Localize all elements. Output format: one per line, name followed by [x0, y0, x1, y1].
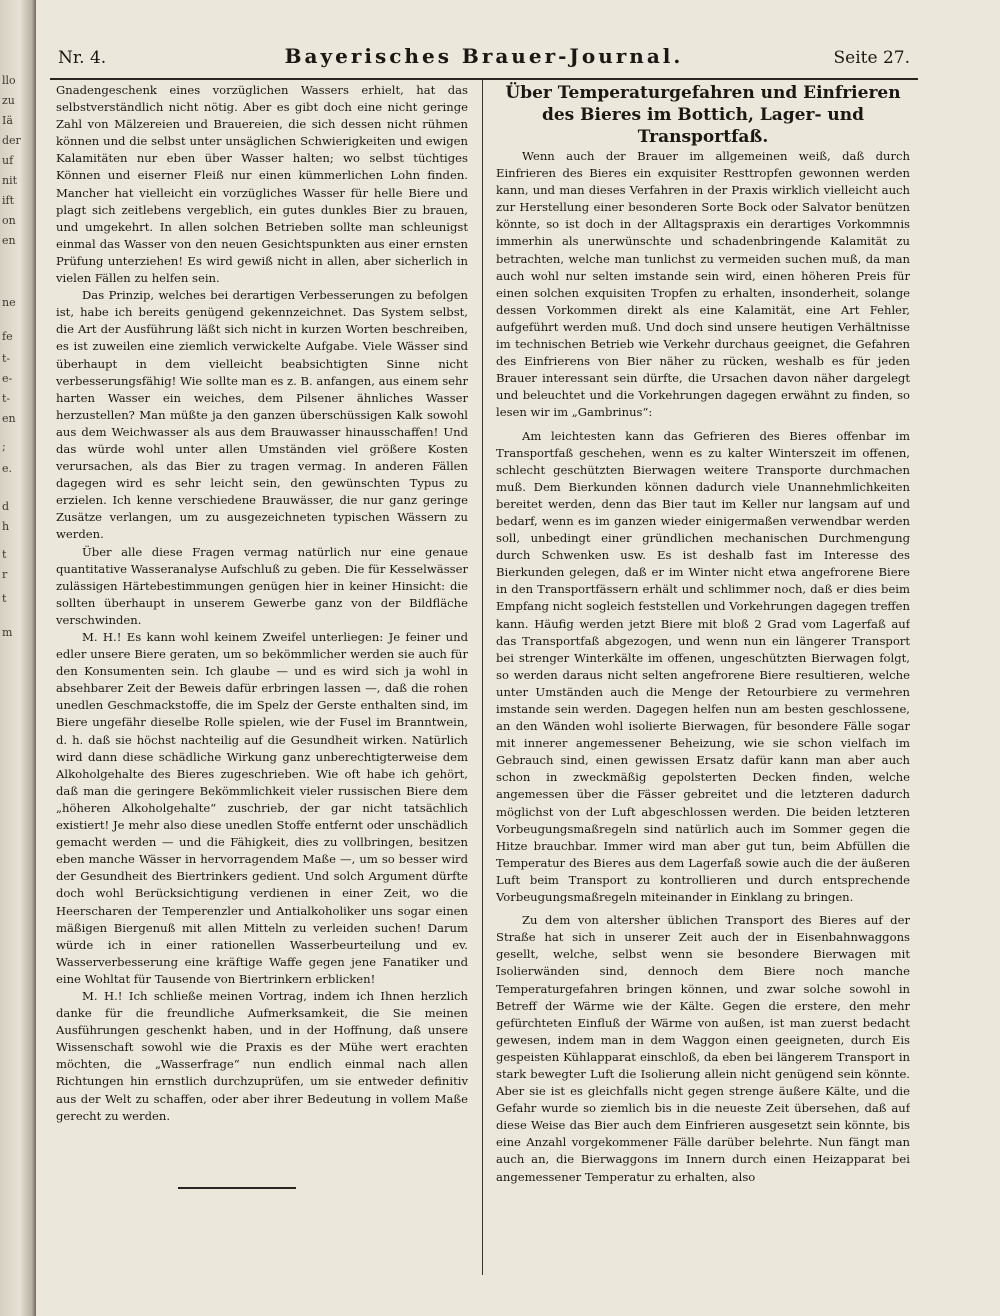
issue-number: Nr. 4. [58, 48, 107, 68]
gutter-fragment: der [2, 134, 21, 147]
paragraph: Gnadengeschenk eines vorzüglichen Wassers erhielt, hat das selbstverständlich nicht nötig. Aber es gibt doch eine nicht geringe Zahl von Mälzereien und Brauereien, die sich dessen nicht rühmen können und die selbst unter unsäglichen Schwierigkeiten und ewigen Kalamitäten nur eben über Wasser halten; wo selbst tüchtiges Können und eiserner Fleiß nur einen kümmerlichen Lohn finden. Mancher hat vielleicht ein vorzügliches Wasser für helle Biere und plagt sich zeitlebens vergeblich, ein gutes dunkles Bier zu brauen, und umgekehrt. In allen solchen Betrieben sollte man schleunigst einmal das Wasser von den neuen Gesichtspunkten aus einer ernsten Prüfung unterziehen! Es wird gewiß nicht in allen, aber sicherlich in vielen Fällen zu helfen sein. [56, 83, 468, 286]
right-column [496, 82, 910, 1280]
gutter-fragment: ne [2, 296, 16, 309]
gutter-fragment: t- [2, 392, 11, 405]
gutter-fragment: d [2, 500, 10, 513]
gutter-fragment: zu [2, 94, 15, 107]
gutter-fragment: uf [2, 154, 14, 167]
gutter-fragment: fe [2, 330, 13, 343]
gutter-fragment: on [2, 214, 16, 227]
paragraph: Am leichtesten kann das Gefrieren des Bieres offenbar im Transportfaß geschehen, wenn es zu kalter Winterszeit im offenen, schlecht geschützten Bierwagen weitere Transporte durchmachen muß. Dem Bierkunden können dadurch viele Unannehmlichkeiten bereitet werden, denn das Bier taut im Keller nur langsam auf und bedarf, wenn es im ganzen wieder einigermaßen verwendbar werden soll, unbedingt einer gründlichen mechanischen Durchmengung durch Schwenken usw. Es ist deshalb fast im Interesse des Bierkunden gelegen, daß er im Winter nicht etwa angefrorene Biere in den Transportfässern erhält und schlimmer noch, daß er dies beim Empfang nicht sogleich feststellen und Vorkehrungen dagegen treffen kann. Häufig werden jetzt Biere mit bloß 2 Grad vom Lagerfaß auf das Transportfaß abgezogen, und wenn nun ein längerer Transport bei strenger Winterkälte im offenen, ungeschützten Bierwagen folgt, so werden daraus nicht selten angefrorene Biere resultieren, welche unter Umständen auch die Menge der Retourbiere zu vermehren imstande sein werden. Dagegen helfen nun am besten geschlossene, an den Wänden wohl isolierte Bierwagen, für besondere Fälle sogar mit innerer angemessener Beheizung, wie sie schon vielfach im Gebrauch sind, einen gewissen Ersatz dafür kann man aber auch schon in zweckmäßig gepolsterten Decken finden, welche angemessen über die Fässer gebreitet und die letzteren dadurch möglichst von der Luft abgeschlossen werden. Die beiden letzteren Vorbeugungsmaßregeln sind natürlich auch im Sommer gegen die Hitze brauchbar. Immer wird man aber gut tun, beim Abfüllen die Temperatur des Bieres aus dem Lagerfaß sowie auch die der äußeren Luft beim Transport zu kontrollieren und durch entsprechende Vorbeugungsmaßregeln miteinander in Einklang zu bringen. [496, 428, 910, 905]
paragraph: M. H.! Es kann wohl keinem Zweifel unterliegen: Je feiner und edler unsere Biere geraten, um so bekömmlicher werden sie auch für den Konsumenten sein. Ich glaube — und es wird sich ja wohl in absehbarer Zeit der Beweis dafür erbringen lassen —, daß die rohen unedlen Geschmackstoffe, die im Spelz der Gerste enthalten sind, im Biere ungefähr dieselbe Rolle spielen, wie der Fusel im Branntwein, d. h. daß sie höchst nachteilig auf die Gesundheit wirken. Natürlich wird dann diese schädliche Wirkung ganz unberechtigterweise dem Alkoholgehalte des Bieres zugeschrieben. Wie oft habe ich gehört, daß man die geringere Bekömmlichkeit vieler russischen Biere dem „höheren Alkoholgehalte“ zuschrieb, der gar nicht tatsächlich existiert! Je mehr also diese unedlen Stoffe entfernt oder unschädlich gemacht werden — und die Fähigkeit, dies zu vollbringen, besitzen eben manche Wässer in hervorragendem Maße —, um so besser wird der Gesundheit des Biertrinkers gedient. Und solch Argument dürfte doch wohl Berücksichtigung verdienen in einer Zeit, wo die Heerscharen der Temperenzler und Antialkoholiker uns sogar einen mäßigen Biergenuß mit allen Mitteln zu verleiden suchen! Darum würde ich in einer rationellen Wasserbeurteilung und ev. Wasserverbesserung eine kräftige Waffe gegen jene Fanatiker und eine Wohltat für Tausende von Biertrinkern erblicken! [56, 630, 468, 986]
paragraph: Zu dem von altersher üblichen Transport des Bieres auf der Straße hat sich in unserer Zeit auch der in Eisenbahnwaggons gesellt, welche, selbst wenn sie besondere Bierwagen mit Isolierwänden sind, dennoch dem Biere noch manche Temperaturgefahren bringen können, und zwar solche sowohl in Betreff der Wärme wie der Kälte. Gegen die erstere, den mehr gefürchteten Einfluß der Wärme von außen, ist man zuerst bedacht gewesen, indem man in dem Waggon einen geeigneten, durch Eis gespeisten Kühlapparat einschloß, da eben bei längerem Transport in stark bewegter Luft die Isolierung allein nicht genügend sein könnte. Aber sie ist es gleichfalls nicht gegen strenge äußere Kälte, und die Gefahr wurde so ziemlich bis in die neueste Zeit übersehen, daß auf diese Weise das Bier auch dem Einfrieren ausgesetzt sein könnte, bis eine Anzahl vorgekommener Fälle darüber belehrte. Nun fängt man auch an, die Bierwaggons im Innern durch einen Heizapparat bei angemessener Temperatur zu erhalten, also [496, 913, 910, 1184]
gutter-fragment: e- [2, 372, 13, 385]
page-number: Seite 27. [833, 48, 910, 68]
header-rule [50, 78, 918, 80]
gutter-fragment: m [2, 626, 13, 639]
gutter-fragment: h [2, 520, 10, 533]
gutter-fragment: ift [2, 194, 15, 207]
gutter-fragment: en [2, 412, 16, 425]
gutter-fragment: t [2, 592, 7, 605]
article-end-rule [178, 1187, 296, 1189]
gutter-fragment: Iä [2, 114, 13, 127]
paragraph: Das Prinzip, welches bei derartigen Verbesserungen zu befolgen ist, habe ich bereits genügend gekennzeichnet. Das System selbst, die Art der Ausführung läßt sich nicht in kurzen Worten beschreiben, es ist zuweilen eine ziemlich verwickelte Aufgabe. Viele Wässer sind überhaupt in dem vielleicht beabsichtigten Sinne nicht verbesserungsfähig! Wie sollte man es z. B. anfangen, aus einem sehr harten Wasser ein weiches, dem Pilsener ähnliches Wasser herzustellen? Man müßte ja den ganzen überschüssigen Kalk sowohl aus dem Weichwasser als aus dem Brauwasser hinausschaffen! Und das würde wohl unter allen Umständen viel größere Kosten verursachen, als das Bier zu tragen vermag. In anderen Fällen dagegen wird es sehr leicht sein, den gewünschten Typus zu erzielen. Ich kenne verschiedene Brauwässer, die nur ganz geringe Zusätze verlangen, um zu ausgezeichneten typischen Wässern zu werden. [56, 288, 468, 542]
paragraph: Wenn auch der Brauer im allgemeinen weiß, daß durch Einfrieren des Bieres ein exquisiter Resttropfen gewonnen werden kann, und man dieses Verfahren in der Praxis wirklich vielleicht auch zur Herstellung einer besonderen Sorte Bock oder Salvator benützen könnte, so ist doch in der Alltagspraxis ein derartiges Vorkommnis immerhin als unerwünschte und schadenbringende Kalamität zu betrachten, welche man tunlichst zu vermeiden suchen muß, da man auch wohl nur selten imstande sein wird, einen höheren Preis für einen solchen exquisiten Tropfen zu erhalten, insonderheit, solange dessen Vorkommen direkt als eine Kalamität, eine Art Fehler, aufgeführt werden muß. Und doch sind unsere heutigen Verhältnisse im technischen Betrieb wie Verkehr durchaus geeignet, die Gefahren des Einfrierens von Bier näher zu rücken, weshalb es für jeden Brauer interessant sein dürfte, die Ursachen davon näher dargelegt und beleuchtet und die Vorkehrungen dagegen erwähnt zu finden, so lesen wir im „Gambrinus“: [496, 149, 910, 420]
article-title: Über Temperaturgefahren und Einfrieren des Bieres im Bottich, Lager- und Transportfaß. [505, 83, 901, 147]
left-column [56, 82, 468, 1182]
journal-title: Bayerisches Brauer-Journal. [284, 44, 684, 68]
page-header [58, 40, 910, 76]
gutter-fragment: e. [2, 462, 13, 475]
column-divider [482, 80, 483, 1275]
gutter-fragment: t [2, 548, 7, 561]
gutter-fragment: ; [2, 440, 6, 453]
gutter-fragment: r [2, 568, 8, 581]
paragraph: Über alle diese Fragen vermag natürlich nur eine genaue quantitative Wasseranalyse Aufschluß zu geben. Die für Kesselwässer zulässigen Härtebestimmungen genügen hier in keiner Hinsicht: die sollten überhaupt in unserem Gewerbe ganz von der Bildfläche verschwinden. [56, 544, 468, 627]
gutter-fragment: nit [2, 174, 18, 187]
gutter-fragment: t- [2, 352, 11, 365]
gutter-fragment: llo [2, 74, 16, 87]
gutter-fragment: en [2, 234, 16, 247]
previous-page-edge [0, 0, 36, 1316]
paragraph: M. H.! Ich schließe meinen Vortrag, indem ich Ihnen herzlich danke für die freundliche Aufmerksamkeit, die Sie meinen Ausführungen geschenkt haben, und in der Hoffnung, daß unsere Wissenschaft sowohl wie die Praxis es der Mühe wert erachten möchten, die „Wasserfrage“ nun endlich einmal nach allen Richtungen hin ernstlich durchzuprüfen, um sie entweder definitiv aus der Welt zu schaffen, oder aber ihrer Bedeutung in vollem Maße gerecht zu werden. [56, 988, 468, 1123]
